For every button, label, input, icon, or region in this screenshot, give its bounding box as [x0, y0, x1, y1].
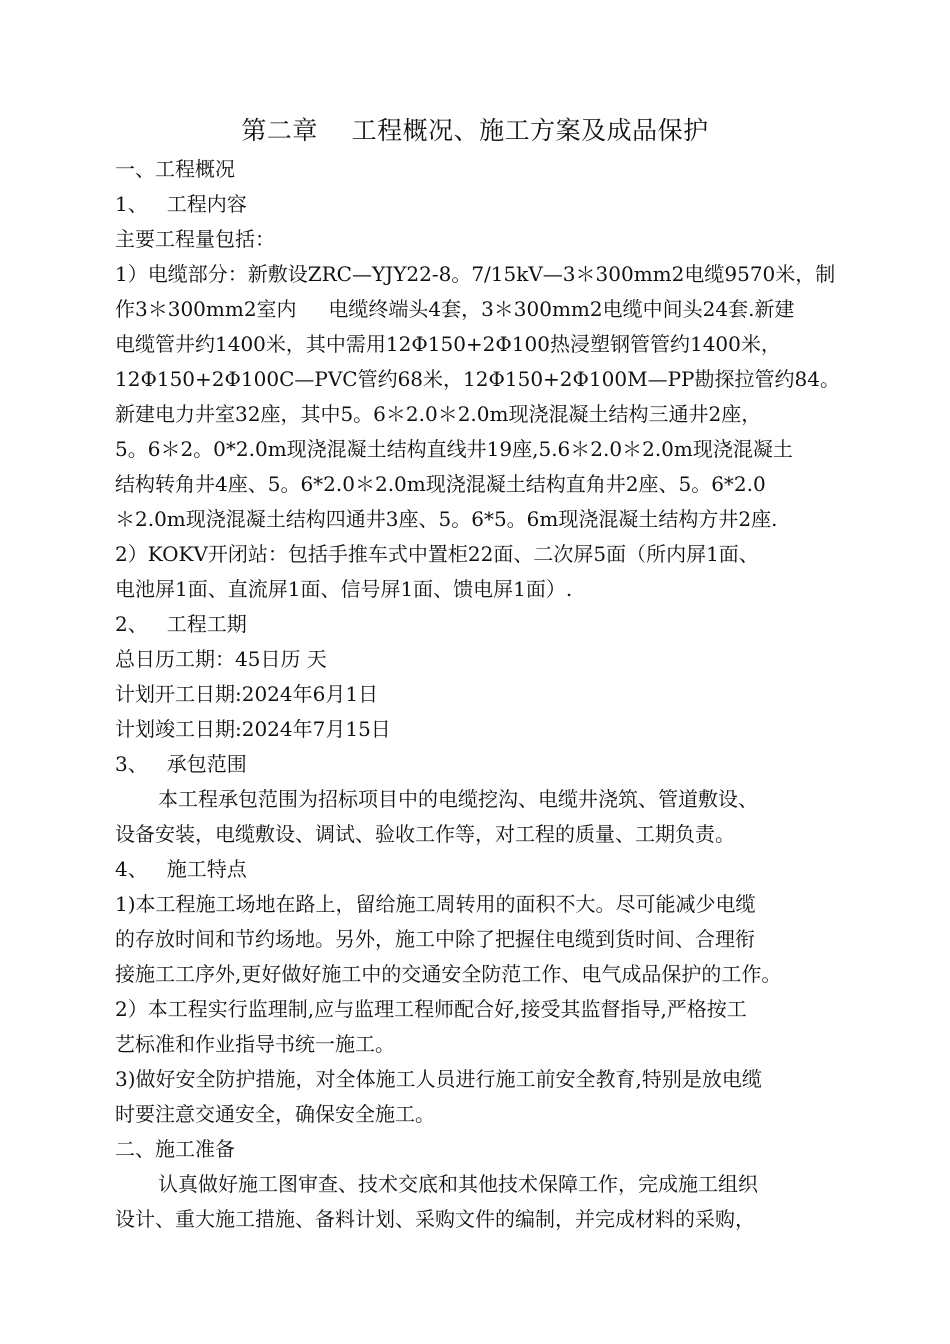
- text-line: 主要工程量包括：: [115, 227, 275, 251]
- subsection-heading-content: 1、 工程内容: [115, 192, 247, 216]
- text-line: 艺标准和作业指导书统一施工。: [115, 1032, 395, 1056]
- text-line: 计划竣工日期:2024年7月15日: [115, 717, 391, 741]
- text-line: 的存放时间和节约场地。另外，施工中除了把握住电缆到货时间、合理衔: [115, 927, 755, 951]
- text-line: 3)做好安全防护措施，对全体施工人员进行施工前安全教育,特别是放电缆: [115, 1067, 762, 1091]
- subsection-heading-scope: 3、 承包范围: [115, 752, 247, 776]
- text-line: 12Φ150+2Φ100C—PVC管约68米，12Φ150+2Φ100M—PP勘探拉管约84。: [115, 367, 840, 391]
- text-line: 1）电缆部分：新敷设ZRC—YJY22-8。7/15kV—3＊300mm2电缆9570米，制: [115, 262, 836, 286]
- text-line: ＊2.0m现浇混凝土结构四通井3座、5。6*5。6m现浇混凝土结构方井2座.: [115, 507, 778, 531]
- text-line: 本工程承包范围为招标项目中的电缆挖沟、电缆井浇筑、管道敷设、: [158, 787, 758, 811]
- subsection-heading-features: 4、 施工特点: [115, 857, 247, 881]
- text-line: 2）本工程实行监理制,应与监理工程师配合好,接受其监督指导,严格按工: [115, 997, 747, 1021]
- section-heading-overview: 一、工程概况: [115, 157, 235, 181]
- text-line: 电池屏1面、直流屏1面、信号屏1面、馈电屏1面）.: [115, 577, 573, 601]
- text-line: 新建电力井室32座，其中5。6＊2.0＊2.0m现浇混凝土结构三通井2座，: [115, 402, 762, 426]
- text-line: 计划开工日期:2024年6月1日: [115, 682, 379, 706]
- section-heading-preparation: 二、施工准备: [115, 1137, 235, 1161]
- text-line: 1)本工程施工场地在路上，留给施工周转用的面积不大。尽可能减少电缆: [115, 892, 756, 916]
- text-line: 设备安装，电缆敷设、调试、验收工作等，对工程的质量、工期负责。: [115, 822, 735, 846]
- text-line: 时要注意交通安全，确保安全施工。: [115, 1102, 435, 1126]
- text-line: 结构转角井4座、5。6*2.0＊2.0m现浇混凝土结构直角井2座、5。6*2.0: [115, 472, 766, 496]
- text-line: 电缆管井约1400米，其中需用12Φ150+2Φ100热浸塑钢管管约1400米，: [115, 332, 781, 356]
- text-line: 设计、重大施工措施、备料计划、采购文件的编制，并完成材料的采购，: [115, 1207, 755, 1231]
- text-line: 接施工工序外,更好做好施工中的交通安全防范工作、电气成品保护的工作。: [115, 962, 782, 986]
- text-line: 作3＊300mm2室内 电缆终端头4套，3＊300mm2电缆中间头24套.新建: [115, 297, 795, 321]
- text-line: 2）KOKV开闭站：包括手推车式中置柜22面、二次屏5面（所内屏1面、: [115, 542, 759, 566]
- text-line: 5。6＊2。0*2.0m现浇混凝土结构直线井19座,5.6＊2.0＊2.0m现浇混凝土: [115, 437, 793, 461]
- text-line: 总日历工期：45日历 天: [115, 647, 327, 671]
- chapter-title: 第二章 工程概况、施工方案及成品保护: [241, 116, 709, 145]
- subsection-heading-schedule: 2、 工程工期: [115, 612, 247, 636]
- text-line: 认真做好施工图审查、技术交底和其他技术保障工作，完成施工组织: [158, 1172, 758, 1196]
